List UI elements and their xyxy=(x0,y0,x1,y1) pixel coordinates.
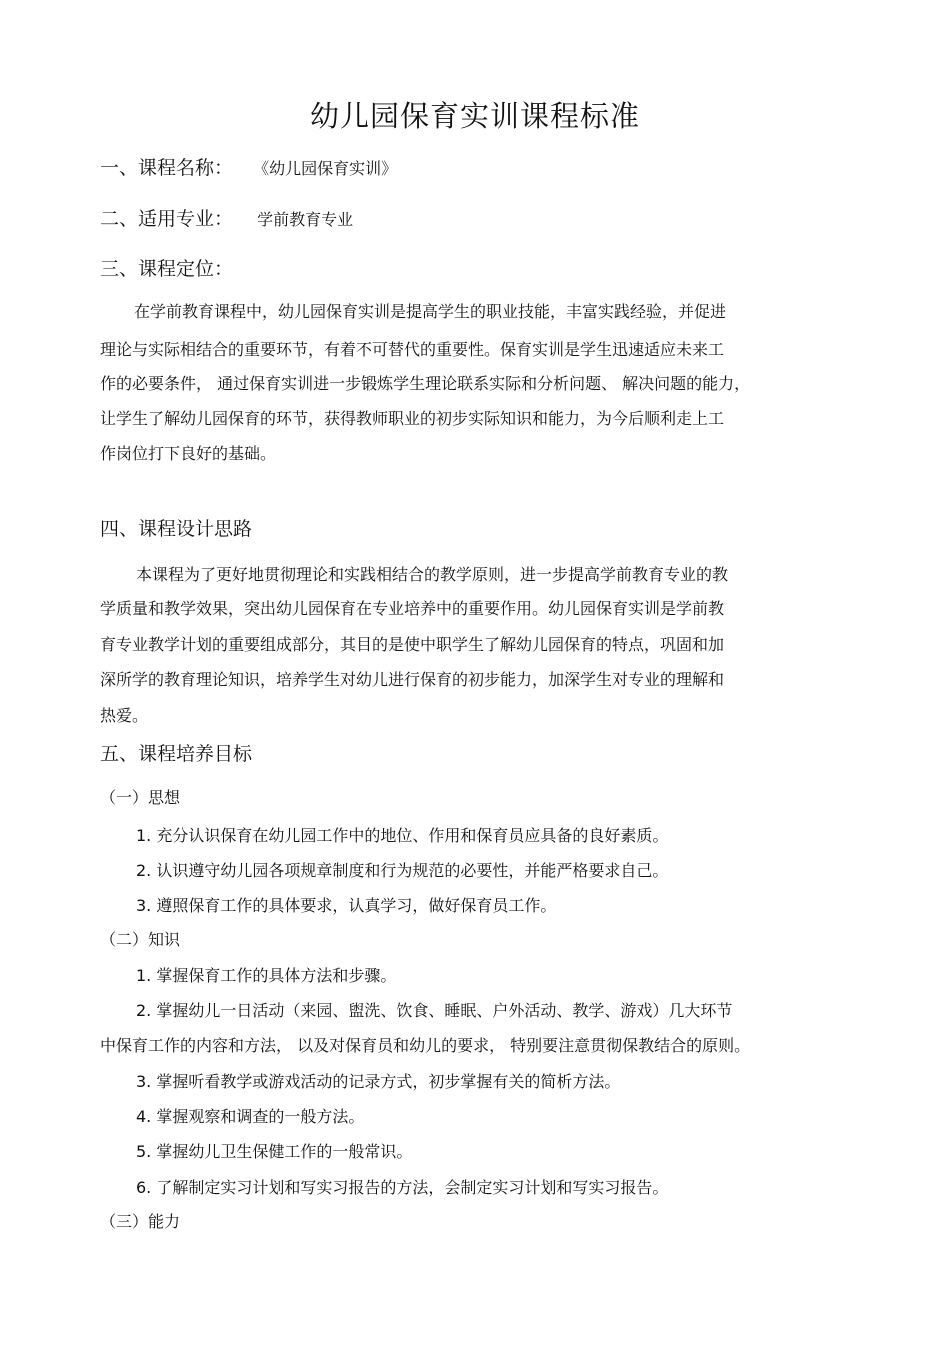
list-item: 5. 掌握幼儿卫生保健工作的一般常识。 xyxy=(136,1142,413,1161)
paragraph-line: 在学前教育课程中，幼儿园保育实训是提高学生的职业技能，丰富实践经验，并促进 xyxy=(134,302,727,321)
section-major xyxy=(100,206,353,233)
paragraph-line: 作的必要条件， 通过保育实训进一步锻炼学生理论联系实际和分析问题、 解决问题的能力， xyxy=(100,374,751,393)
paragraph-line: 深所学的教育理论知识，培养学生对幼儿进行保育的初步能力，加深学生对专业的理解和 xyxy=(100,670,725,689)
subsection-label-knowledge: （二）知识 xyxy=(100,930,181,949)
section-heading-positioning: 三、课程定位： xyxy=(100,258,234,280)
section-course-name xyxy=(100,155,397,182)
list-item: 2. 认识遵守幼儿园各项规章制度和行为规范的必要性，并能严格要求自己。 xyxy=(136,861,669,880)
subsection-label-ideology: （一）思想 xyxy=(100,788,181,807)
subsection-label-ability: （三）能力 xyxy=(100,1212,181,1231)
section-heading: 一、课程名称： xyxy=(100,157,234,179)
paragraph-line: 作岗位打下良好的基础。 xyxy=(100,444,277,463)
list-item: 6. 了解制定实习计划和写实习报告的方法，会制定实习计划和写实习报告。 xyxy=(136,1178,669,1197)
section-heading-design: 四、课程设计思路 xyxy=(100,518,253,540)
paragraph-line: 学质量和教学效果，突出幼儿园保育在专业培养中的重要作用。幼儿园保育实训是学前教 xyxy=(100,599,725,618)
section-heading-objectives: 五、课程培养目标 xyxy=(100,743,253,765)
list-item: 3. 遵照保育工作的具体要求，认真学习，做好保育员工作。 xyxy=(136,896,557,915)
list-item: 3. 掌握听看教学或游戏活动的记录方式，初步掌握有关的简析方法。 xyxy=(136,1072,621,1091)
paragraph-line: 本课程为了更好地贯彻理论和实践相结合的教学原则，进一步提高学前教育专业的教 xyxy=(136,565,729,584)
list-item: 1. 充分认识保育在幼儿园工作中的地位、作用和保育员应具备的良好素质。 xyxy=(136,826,669,845)
list-item: 2. 掌握幼儿一日活动（来园、盥洗、饮食、睡眠、户外活动、教学、游戏）几大环节 xyxy=(136,1001,733,1020)
section-heading: 二、适用专业： xyxy=(100,208,234,230)
document-title: 幼儿园保育实训课程标准 xyxy=(309,99,640,133)
list-item: 1. 掌握保育工作的具体方法和步骤。 xyxy=(136,966,397,985)
list-item: 4. 掌握观察和调查的一般方法。 xyxy=(136,1107,365,1126)
paragraph-line: 热爱。 xyxy=(100,706,149,725)
paragraph-line: 育专业教学计划的重要组成部分，其目的是使中职学生了解幼儿园保育的特点，巩固和加 xyxy=(100,635,725,654)
list-item-continuation: 中保育工作的内容和方法， 以及对保育员和幼儿的要求， 特别要注意贯彻保教结合的原则。 xyxy=(100,1036,751,1055)
course-name-value: 《幼儿园保育实训》 xyxy=(253,159,398,178)
major-value: 学前教育专业 xyxy=(257,210,354,229)
paragraph-line: 理论与实际相结合的重要环节，有着不可替代的重要性。保育实训是学生迅速适应未来工 xyxy=(100,340,725,359)
paragraph-line: 让学生了解幼儿园保育的环节，获得教师职业的初步实际知识和能力，为今后顺利走上工 xyxy=(100,409,725,428)
